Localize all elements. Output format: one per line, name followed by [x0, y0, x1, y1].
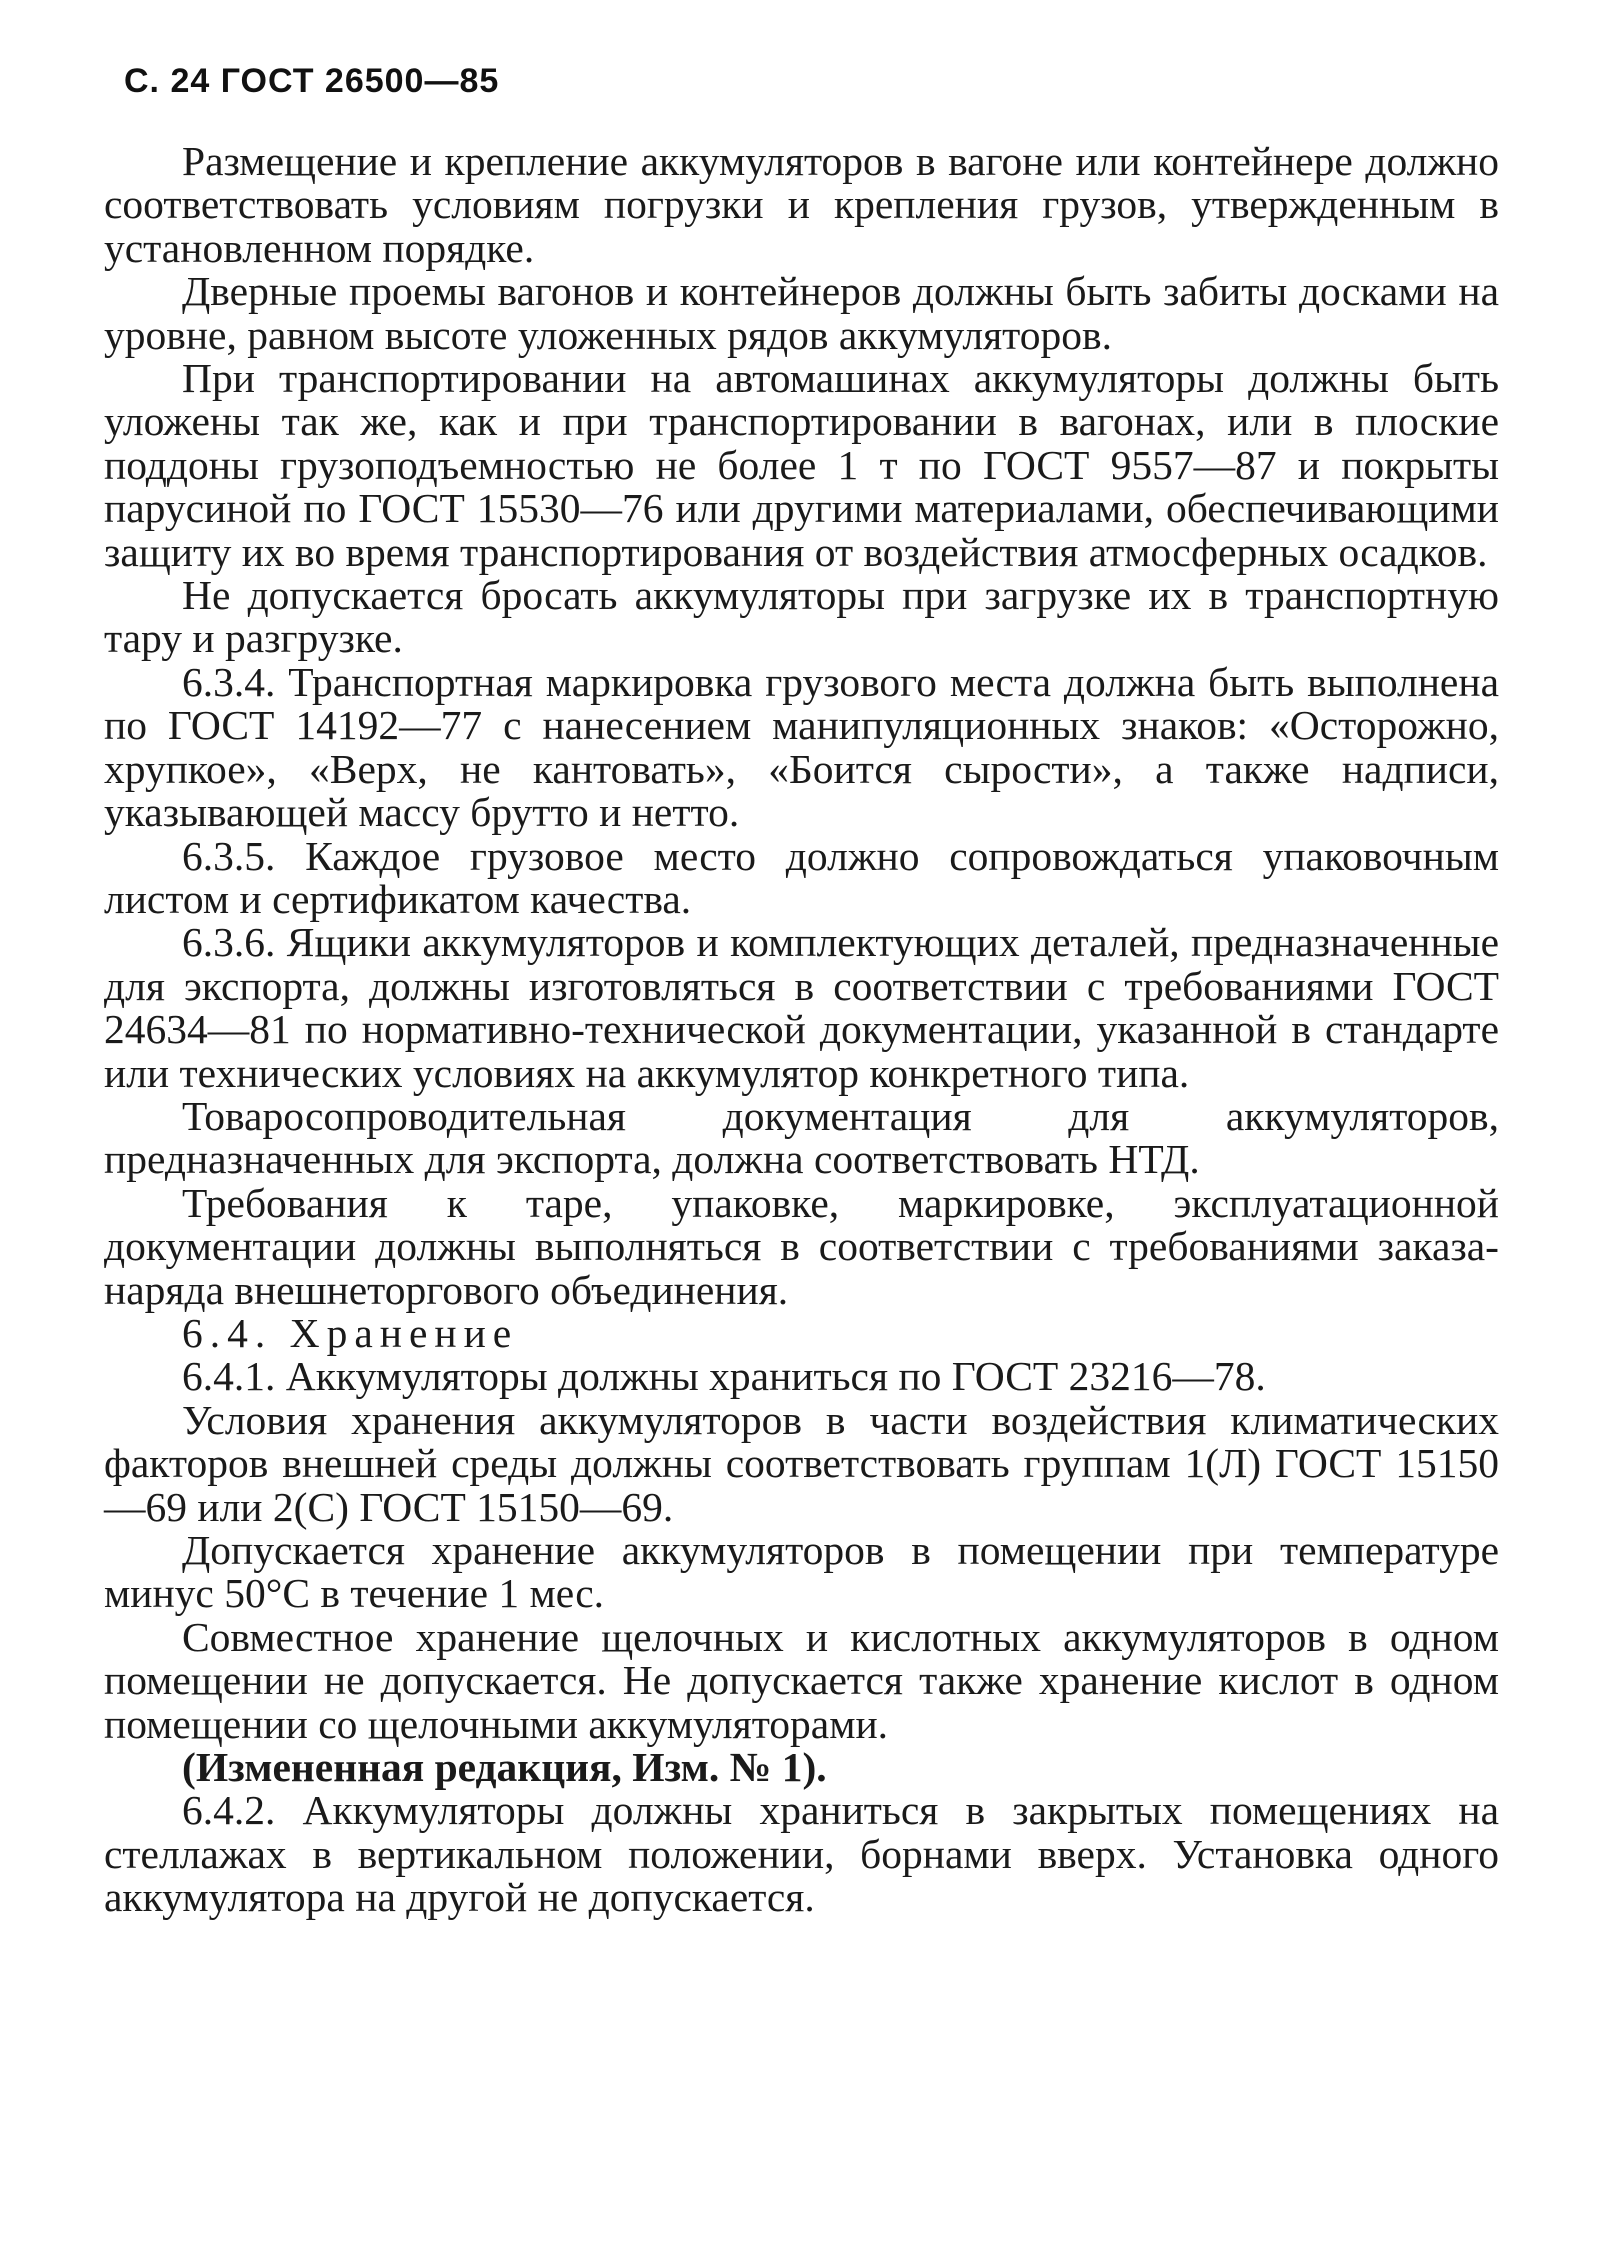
paragraph-6-3-4: 6.3.4. Транспортная маркировка грузового места должна быть выполнена по ГОСТ 14192—77 с нанесением манипуляционных знаков: «Осторожно, хрупкое», «Верх, не кантовать», «Боится сырости», а также надписи, указывающей массу брутто и нетто. — [104, 658, 1499, 836]
document-body — [104, 140, 1499, 1920]
paragraph-6-3-5: 6.3.5. Каждое грузовое место должно сопровождаться упаковочным листом и сертификатом качества. — [104, 832, 1499, 922]
paragraph-storage-temperature: Допускается хранение аккумуляторов в помещении при температуре минус 50°С в течение 1 мес. — [104, 1527, 1499, 1617]
paragraph-6-3-6: 6.3.6. Ящики аккумуляторов и комплектующих деталей, предназначенные для экспорта, должны изготовляться в соответствии с требованиями ГОСТ 24634—81 по нормативно-технической документации, указанной в стандарте или технических условиях на аккумулятор конкретного типа. — [104, 919, 1499, 1096]
page-header: С. 24 ГОСТ 26500—85 — [124, 62, 500, 100]
paragraph-no-throwing: Не допускается бросать аккумуляторы при загрузке их в транспортную тару и разгрузке. — [104, 572, 1499, 662]
paragraph-6-4-2: 6.4.2. Аккумуляторы должны храниться в закрытых помещениях на стеллажах в вертикальном положении, борнами вверх. Установка одного аккумулятора на другой не допускается. — [104, 1787, 1499, 1921]
paragraph-door-openings: Дверные проемы вагонов и контейнеров должны быть забиты досками на уровне, равном высоте уложенных рядов аккумуляторов. — [104, 268, 1499, 358]
paragraph-joint-storage: Совместное хранение щелочных и кислотных аккумуляторов в одном помещении не допускается. Не допускается также хранение кислот в одном помещении со щелочными аккумуляторами. — [104, 1613, 1499, 1747]
paragraph-container-placement: Размещение и крепление аккумуляторов в вагоне или контейнере должно соответствовать условиям погрузки и крепления грузов, утвержденным в установленном порядке. — [104, 138, 1499, 271]
amendment-note: (Измененная редакция, Изм. № 1). — [182, 1744, 827, 1791]
section-heading-storage: 6.4. Хранение — [182, 1309, 519, 1356]
paragraph-packaging-requirements: Требования к таре, упаковке, маркировке, эксплуатационной документации должны выполняться в соответствии с требованиями заказа-наряда внешнеторгового объединения. — [104, 1179, 1499, 1313]
paragraph-export-docs: Товаросопроводительная документация для аккумуляторов, предназначенных для экспорта, должна соответствовать НТД. — [104, 1092, 1499, 1183]
paragraph-storage-conditions: Условия хранения аккумуляторов в части воздействия климатических факторов внешней среды должны соответствовать группам 1(Л) ГОСТ 15150—69 или 2(С) ГОСТ 15150—69. — [104, 1396, 1499, 1530]
paragraph-6-4-1: 6.4.1. Аккумуляторы должны храниться по ГОСТ 23216—78. — [182, 1353, 1266, 1400]
paragraph-truck-transport: При транспортировании на автомашинах аккумуляторы должны быть уложены так же, как и при транспортировании в вагонах, или в плоские поддоны грузоподъемностью не более 1 т по ГОСТ 9557—87 и покрыты парусиной по ГОСТ 15530—76 или другими материалами, обеспечивающими защиту их во время транспортирования от воздействия атмосферных осадков. — [104, 355, 1499, 575]
